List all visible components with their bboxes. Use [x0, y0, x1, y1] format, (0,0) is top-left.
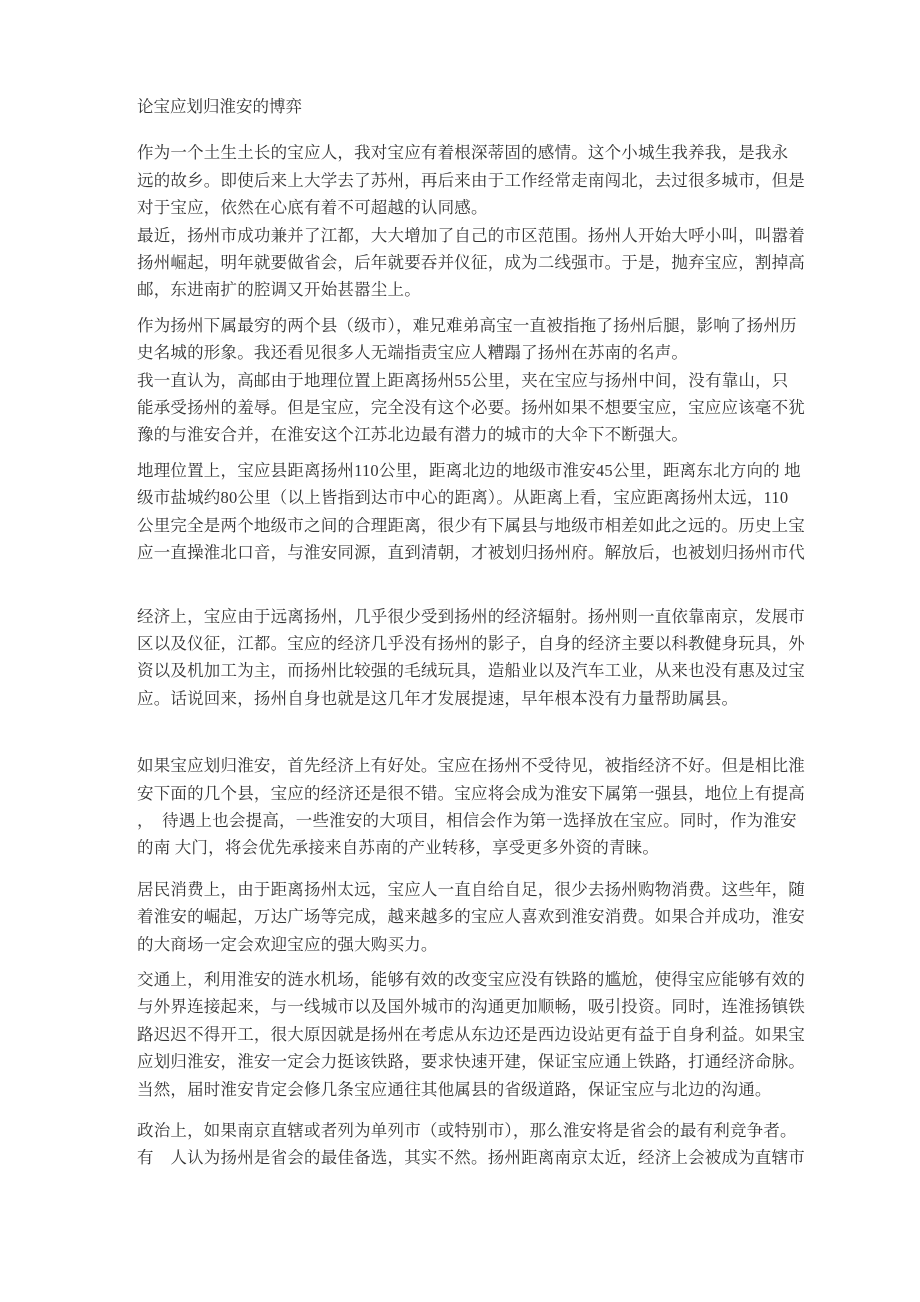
- text-line: 作为扬州下属最穷的两个县（级市），难兄难弟高宝一直被指拖了扬州后腿，影响了扬州历: [137, 315, 797, 335]
- text-line: 史名城的形象。我还看见很多人无端指责宝应人糟蹋了扬州在苏南的名声。: [137, 343, 689, 363]
- text-line: 公里完全是两个地级市之间的合理距离，很少有下属县与地级市相差如此之远的。历史上宝: [137, 515, 805, 535]
- text-line: 应一直操淮北口音，与淮安同源，直到清朝，才被划归扬州府。解放后，也被划归扬州市代: [137, 543, 805, 563]
- text-line: 路迟迟不得开工，很大原因就是扬州在考虑从东边还是西边设站更有益于自身利益。如果宝: [137, 1024, 805, 1044]
- text-line: 与外界连接起来，与一线城市以及国外城市的沟通更加顺畅，吸引投资。同时，连淮扬镇铁: [137, 997, 805, 1017]
- text-line: 安下面的几个县，宝应的经济还是很不错。宝应将会成为淮安下属第一强县，地位上有提高: [137, 783, 805, 803]
- paragraph-gaoyou-opinion: [137, 367, 805, 449]
- paragraph-intro: [137, 139, 805, 221]
- paragraph-economy: [137, 603, 805, 713]
- text-line: 对于宝应，依然在心底有着不可超越的认同感。: [137, 198, 488, 218]
- paragraph-geography: [137, 457, 805, 567]
- text-line: ， 待遇上也会提高，一些淮安的大项目，相信会作为第一选择放在宝应。同时，作为淮安: [137, 810, 797, 830]
- text-line: 经济上，宝应由于远离扬州，几乎很少受到扬州的经济辐射。扬州则一直依靠南京，发展市: [137, 606, 805, 626]
- text-line: 邮，东进南扩的腔调又开始甚嚣尘上。: [137, 280, 421, 300]
- text-line: 资以及机加工为主，而扬州比较强的毛绒玩具，造船业以及汽车工业，从来也没有惠及过宝: [137, 661, 805, 681]
- text-line: 作为一个土生土长的宝应人，我对宝应有着根深蒂固的感情。这个小城生我养我，是我永: [137, 143, 789, 163]
- text-line: 区以及仪征，江都。宝应的经济几乎没有扬州的影子，自身的经济主要以科教健身玩具，外: [137, 633, 805, 653]
- text-line: 地理位置上，宝应县距离扬州110公里，距离北边的地级市淮安45公里，距离东北方向的 地: [137, 460, 801, 480]
- paragraph-merge-benefit: [137, 752, 805, 862]
- text-line: 能承受扬州的羞辱。但是宝应，完全没有这个必要。扬州如果不想要宝应，宝应应该毫不犹: [137, 398, 805, 418]
- text-line: 政治上，如果南京直辖或者列为单列市（或特别市），那么淮安将是省会的最有利竞争者。: [137, 1121, 797, 1140]
- text-line: 当然，届时淮安肯定会修几条宝应通往其他属县的省级道路，保证宝应与北边的沟通。: [137, 1079, 772, 1099]
- text-line: 如果宝应划归淮安，首先经济上有好处。宝应在扬州不受待见，被指经济不好。但是相比淮: [137, 756, 805, 776]
- paragraph-consumption: [137, 876, 805, 958]
- text-line: 应。话说回来，扬州自身也就是这几年才发展提速，早年根本没有力量帮助属县。: [137, 688, 739, 708]
- text-line: 级市盐城约80公里（以上皆指到达市中心的距离）。从距离上看，宝应距离扬州太远，110: [137, 488, 789, 508]
- text-line: 的大商场一定会欢迎宝应的强大购买力。: [137, 934, 438, 954]
- text-line: 有 人认为扬州是省会的最佳备选，其实不然。扬州距离南京太近，经济上会被成为直辖市: [137, 1148, 805, 1168]
- text-line: 着淮安的崛起，万达广场等完成，越来越多的宝应人喜欢到淮安消费。如果合并成功，淮安: [137, 907, 805, 927]
- text-line: 的南 大门，将会优先承接来自苏南的产业转移，享受更多外资的青睐。: [137, 838, 660, 858]
- text-line: 居民消费上，由于距离扬州太远，宝应人一直自给自足，很少去扬州购物消费。这些年，随: [137, 879, 805, 899]
- text-line: 交通上，利用淮安的涟水机场，能够有效的改变宝应没有铁路的尴尬，使得宝应能够有效的: [137, 969, 805, 989]
- text-line: 远的故乡。即使后来上大学去了苏州，再后来由于工作经常走南闯北，去过很多城市，但是: [137, 170, 805, 190]
- text-line: 豫的与淮安合并，在淮安这个江苏北边最有潜力的城市的大伞下不断强大。: [137, 425, 689, 445]
- paragraph-poor-counties: [137, 312, 805, 367]
- text-line: 最近，扬州市成功兼并了江都，大大增加了自己的市区范围。扬州人开始大呼小叫，叫嚣着: [137, 225, 805, 245]
- text-line: 应划归淮安，淮安一定会力挺该铁路，要求快速开建，保证宝应通上铁路，打通经济命脉。: [137, 1052, 805, 1072]
- text-line: 我一直认为，高邮由于地理位置上距离扬州55公里，夹在宝应与扬州中间，没有靠山，只: [137, 370, 789, 390]
- paragraph-politics: [137, 1117, 805, 1172]
- document-title: 论宝应划归淮安的博弈: [137, 97, 302, 116]
- paragraph-yangzhou-merge: [137, 222, 805, 304]
- text-line: 扬州崛起，明年就要做省会，后年就要吞并仪征，成为二线强市。于是，抛弃宝应，割掉高: [137, 253, 805, 273]
- paragraph-transport: [137, 966, 805, 1103]
